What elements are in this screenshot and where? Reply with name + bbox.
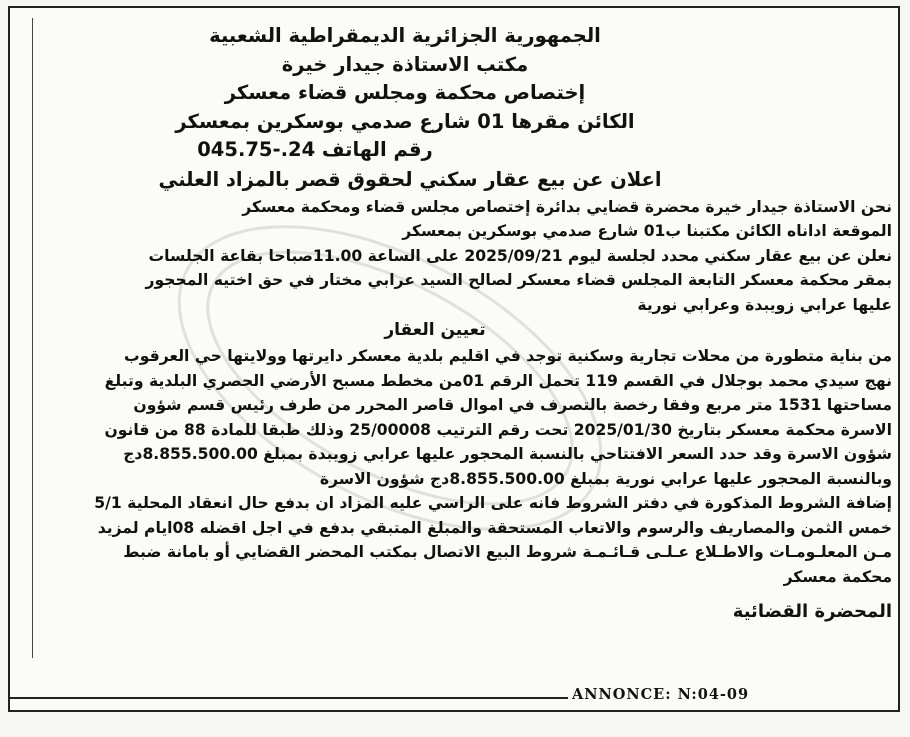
description-line: الاسرة محكمة معسكر بتاريخ 2025/01/30 تحت رقم الترتيب 25/00008 وذلك طبقا للمادة 88 من قانون [104,420,892,439]
annonce-number: ANNONCE: N:04-09 [572,686,750,703]
description-paragraph [38,344,892,589]
notice-frame [8,6,900,712]
description-line: إضافة الشروط المذكورة في دفتر الشروط فانه على الراسي عليه المزاد ان بدفع حال انعقاد المحلية 5/1 [94,494,892,513]
header-line-3: إختصاص محكمة ومجلس قضاء معسكر [224,81,586,105]
description-line: نهج سيدي محمد بوجلال في القسم 119 تحمل الرقم 01من مخطط مسبح الأرضي الحصري البلدية وتبلغ [104,371,892,390]
header-line-1: الجمهورية الجزائرية الديمقراطية الشعبية [209,24,601,47]
header-line-4: الكائن مقرها 01 شارع صدمي بوسكرين بمعسكر [175,109,635,133]
description-line: مـن المعلـومـات والاطـلاع عـلـى قـائـمـة شروط البيع الاتصال بمكتب المحضر القضايي أو بامانة ضبط [123,543,892,562]
intro-line: الموقعة اداناه الكائن مكتبنا ب01 شارع صدمي بوسكرين بمعسكر [402,222,892,241]
intro-line: نحن الاستاذة جيدار خيرة محضرة قضايي بدائرة إختصاص مجلس قضاء ومحكمة معسكر [242,197,892,216]
description-line: خمس الثمن والمصاريف والرسوم والاتعاب المستحقة والمبلغ المتبقي بدفع في اجل اقضله 08ايام لمزيد [97,518,892,537]
header-line-5: رقم الهاتف 24.-045.75 [197,138,433,162]
section-title: تعيين العقار [384,320,486,341]
signature: المحضرة القضائية [732,601,892,623]
intro-line: بمقر محكمة معسكر التابعة المجلس قضاء معسكر لصالح السيد عرابي مختار في حق اختيه المحجور [145,271,892,290]
description-line: وبالنسبة المحجور عليها عرابي نورية بمبلغ 8.855.500.00دج شؤون الاسرة [319,469,892,488]
intro-paragraph [38,195,892,318]
description-line: مساحتها 1531 متر مربع وفقا رخصة بالتصرف في اموال قاصر المحرر من طرف رئيس قسم شؤون [133,396,892,415]
description-line: من بناية متطورة من محلات تجارية وسكنية توجد في اقليم بلدية معسكر دايرتها وولايتها حي العرقوب [124,347,892,366]
intro-line: نعلن عن بيع عقار سكني محدد لجلسة ليوم 2025/09/21 على الساعة 11.00صباحا بقاعة الجلسات [148,246,892,265]
description-line: محكمة معسكر [783,567,892,586]
notice-content [38,22,892,627]
description-line: شؤون الاسرة وقد حدد السعر الافتتاحي بالنسبة المحجور عليها عرابي زويبدة بمبلغ 8.855.500.00دج [123,445,892,464]
header-line-2: مكتب الاستاذة جيدار خيرة [281,52,529,76]
notice-title: اعلان عن بيع عقار سكني لحقوق قصر بالمزاد العلني [158,167,662,191]
margin-rule [32,18,33,658]
intro-line: عليها عرابي زويبدة وعرابي نورية [637,295,892,314]
annonce-rule [8,697,568,699]
